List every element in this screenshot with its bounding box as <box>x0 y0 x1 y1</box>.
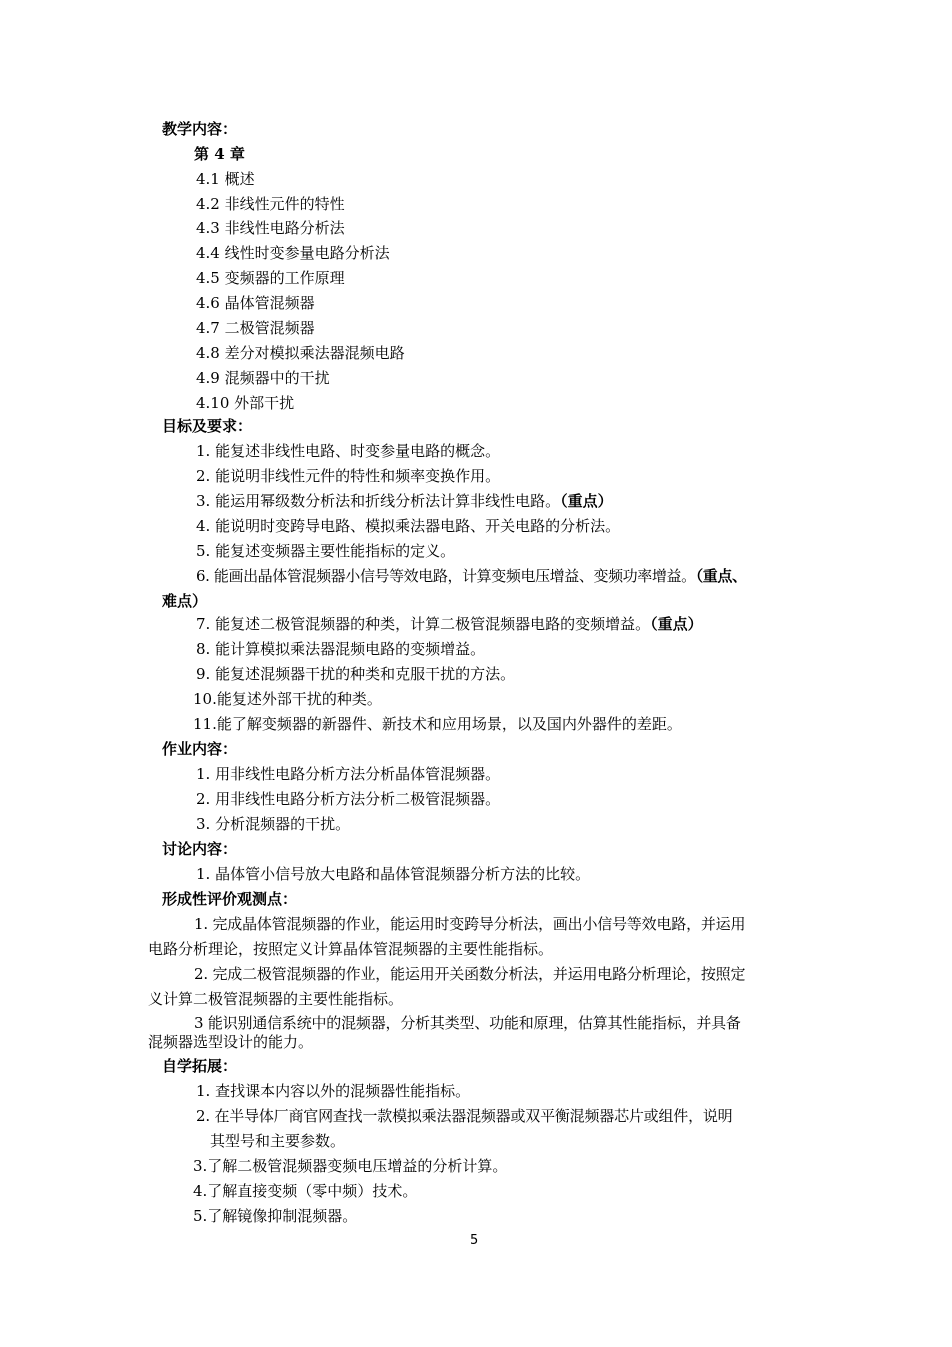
objective-item <box>196 637 485 662</box>
objective-text: 8. 能计算模拟乘法器混频电路的变频增益。 <box>196 640 486 658</box>
objective-text: 5. 能复述变频器主要性能指标的定义。 <box>196 542 456 560</box>
toc-item: 4.5 变频器的工作原理 <box>196 269 345 287</box>
evaluation-paragraph-line: 2. 完成二极管混频器的作业，能运用开关函数分析法，并运用电路分析理论，按照定 <box>194 965 746 983</box>
toc-item: 4.4 线性时变参量电路分析法 <box>196 244 390 262</box>
self-study-item: 2. 在半导体厂商官网查找一款模拟乘法器混频器或双平衡混频器芯片或组件，说明 <box>196 1107 733 1125</box>
discussion-item: 1. 晶体管小信号放大电路和晶体管混频器分析方法的比较。 <box>196 865 591 883</box>
section-heading-homework: 作业内容： <box>162 740 238 758</box>
evaluation-paragraph-line: 1. 完成晶体管混频器的作业，能运用时变跨导分析法，画出小信号等效电路，并运用 <box>194 915 746 933</box>
objective-text: 10.能复述外部干扰的种类。 <box>193 690 382 708</box>
self-study-item: 3.了解二极管混频器变频电压增益的分析计算。 <box>193 1157 508 1175</box>
key-point-mark: （重点、 <box>695 567 747 585</box>
objective-item <box>193 712 682 737</box>
objective-text: 7. 能复述二极管混频器的种类，计算二极管混频器电路的变频增益。 <box>196 615 651 633</box>
evaluation-paragraph-line: 3 能识别通信系统中的混频器，分析其类型、功能和原理，估算其性能指标，并具备 <box>194 1014 741 1032</box>
objective-item <box>196 564 747 589</box>
objective-item <box>196 489 613 514</box>
toc-item: 4.9 混频器中的干扰 <box>196 369 330 387</box>
section-heading-teaching-content: 教学内容： <box>162 120 238 138</box>
key-point-mark: 难点） <box>162 592 208 610</box>
self-study-item: 5.了解镜像抑制混频器。 <box>193 1207 358 1225</box>
evaluation-paragraph-line: 混频器选型设计的能力。 <box>148 1033 314 1051</box>
key-point-mark: （重点） <box>650 615 703 633</box>
chapter-title: 第 4 章 <box>194 145 245 163</box>
homework-item: 2. 用非线性电路分析方法分析二极管混频器。 <box>196 790 501 808</box>
section-heading-evaluation: 形成性评价观测点： <box>162 890 298 908</box>
self-study-item: 1. 查找课本内容以外的混频器性能指标。 <box>196 1082 471 1100</box>
objective-item <box>196 662 515 687</box>
toc-item: 4.2 非线性元件的特性 <box>196 195 345 213</box>
key-point-mark: （重点） <box>560 492 613 510</box>
toc-item: 4.1 概述 <box>196 170 255 188</box>
toc-item: 4.3 非线性电路分析法 <box>196 219 345 237</box>
toc-item: 4.7 二极管混频器 <box>196 319 315 337</box>
objective-text: 9. 能复述混频器干扰的种类和克服干扰的方法。 <box>196 665 516 683</box>
objective-text: 1. 能复述非线性电路、时变参量电路的概念。 <box>196 442 501 460</box>
objective-text: 6. 能画出晶体管混频器小信号等效电路，计算变频电压增益、变频功率增益。 <box>196 567 696 585</box>
objective-item <box>196 439 500 464</box>
section-heading-objectives: 目标及要求： <box>162 417 253 435</box>
toc-item: 4.6 晶体管混频器 <box>196 294 315 312</box>
objective-item <box>196 514 620 539</box>
self-study-item: 4.了解直接变频（零中频）技术。 <box>193 1182 418 1200</box>
objective-item <box>196 612 703 637</box>
homework-item: 1. 用非线性电路分析方法分析晶体管混频器。 <box>196 765 501 783</box>
objective-item <box>196 539 455 564</box>
objective-text: 4. 能说明时变跨导电路、模拟乘法器电路、开关电路的分析法。 <box>196 517 621 535</box>
evaluation-paragraph-line: 电路分析理论，按照定义计算晶体管混频器的主要性能指标。 <box>148 940 554 958</box>
section-heading-discussion: 讨论内容： <box>162 840 238 858</box>
objective-item <box>196 464 500 489</box>
objective-text: 2. 能说明非线性元件的特性和频率变换作用。 <box>196 467 501 485</box>
evaluation-paragraph-line: 义计算二极管混频器的主要性能指标。 <box>148 990 404 1008</box>
objective-continuation <box>162 589 207 614</box>
section-heading-self-study: 自学拓展： <box>162 1057 238 1075</box>
objective-item <box>193 687 382 712</box>
objective-text: 3. 能运用幂级数分析法和折线分析法计算非线性电路。 <box>196 492 561 510</box>
homework-item: 3. 分析混频器的干扰。 <box>196 815 351 833</box>
objective-text: 11.能了解变频器的新器件、新技术和应用场景，以及国内外器件的差距。 <box>193 715 682 733</box>
toc-item: 4.8 差分对模拟乘法器混频电路 <box>196 344 405 362</box>
self-study-item-continuation: 其型号和主要参数。 <box>210 1132 346 1150</box>
toc-item: 4.10 外部干扰 <box>196 394 295 412</box>
page-number: 5 <box>470 1233 479 1248</box>
